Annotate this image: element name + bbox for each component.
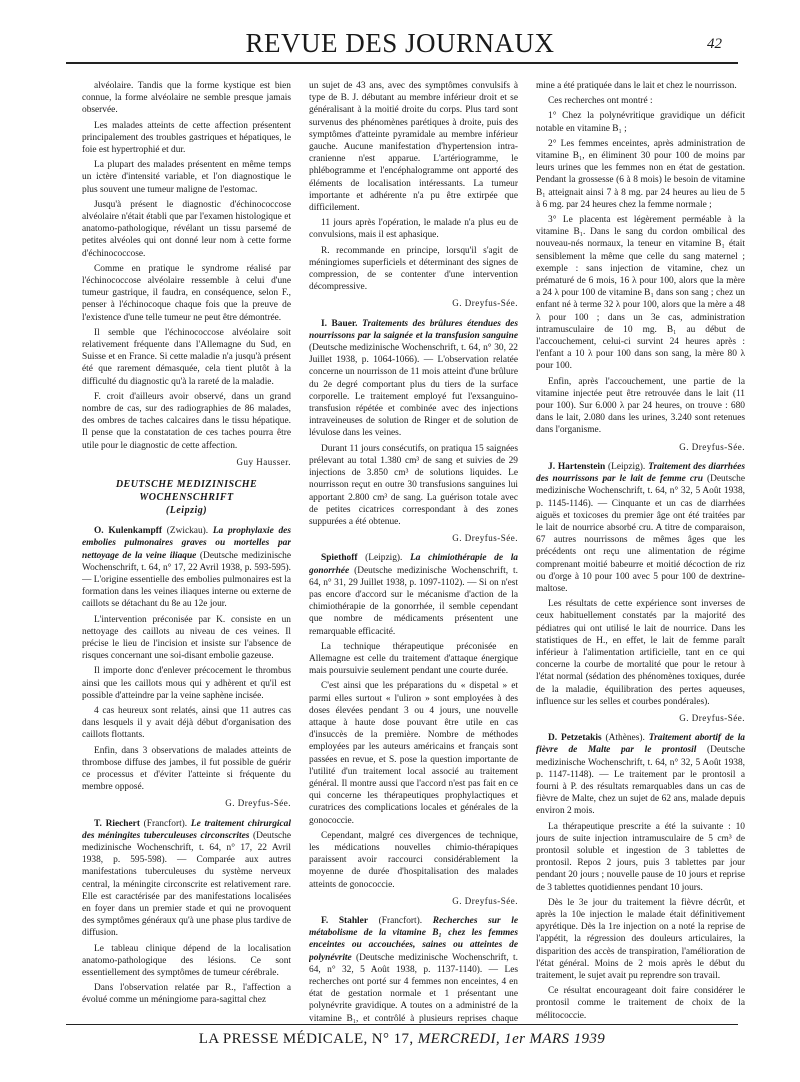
author-name: T. Riechert: [94, 818, 140, 829]
author-city: (Athènes).: [601, 733, 649, 744]
page-footer: [66, 1024, 738, 1048]
paragraph: L'intervention préconisée par K. consiste en un nettoyage des caillots au niveau de ces veines. Il précise le lieu de l'incision et insiste sur l'absence de risques concernant une soi-disant embolie gazeuse.: [82, 614, 291, 662]
paragraph: 2° Les femmes enceintes, après administration de vitamine B₁, en éliminent 30 pour 100 de moins par leurs urines que les femmes non en état de gestation. Pendant la grossesse (6 à 8 mois) le besoin de vitamine B₁ atteignait ainsi 7 à 8 mg. par 24 heures au lieu de 5 à 6 mg. par 24 heures chez la femme normale ;: [536, 138, 745, 210]
journal-title: REVUE DES JOURNAUX: [245, 28, 555, 58]
column-1: [82, 80, 291, 1025]
signature: G. Dreyfus-Sée.: [679, 441, 745, 452]
abstract-body: — Les recherches ont porté sur 4 femmes non enceintes, 4 en état de gestation normale et 1 présentant une polynévrite gravidique. A toutes on a administré de la vitamine B₁, et contrôlé à plusieurs reprises chaque: [309, 964, 518, 1024]
paragraph: Il semble que l'échinococcose alvéolaire soit relativement fréquente dans l'Allemagne du Sud, en Suisse et en France. Si cette maladie n'a jusqu'à présent été que rarement démasquée, cela tient plutôt à la difficulté du diagnostic qu'à la rareté de la maladie.: [82, 327, 291, 387]
author-city: (Francfort).: [368, 916, 433, 926]
footer-date: MERCREDI, 1er MARS 1939: [417, 1031, 606, 1047]
paragraph: alvéolaire. Tandis que la forme kystique est bien connue, la forme alvéolaire ne semble presque jamais observée.: [82, 81, 291, 116]
page-header: [0, 0, 800, 70]
abstract-heading: [82, 525, 291, 610]
signature: G. Dreyfus-Sée.: [452, 895, 518, 906]
abstract-heading: [309, 552, 518, 637]
abstract-reference: (Deutsche medizinische Wochenschrift, t. 64, n° 32, 5 Août 1938, p. 1137-1140).: [309, 952, 518, 975]
abstract-reference: (Deutsche medizinische Wochenschrift, t. 64, n° 31, 29 Juillet 1938, p. 1097-1102).: [309, 565, 518, 588]
abstract-reference: (Deutsche medizinische Wochenschrift, t. 64, n° 32, 5 Août 1938, p. 1147-1148).: [536, 745, 745, 780]
abstract-heading: [309, 318, 518, 440]
article-columns: [82, 80, 745, 1025]
author-city: (Zwickau).: [162, 526, 213, 537]
footer-text: [66, 1031, 738, 1048]
paragraph: Enfin, après l'accouchement, une partie de la vitamine injectée peut être retrouvée dans le lait (11 pour 100). Sur 6.000 λ par 24 heures, on trouve : 680 dans le lait, 2.080 dans les urines, 3.240 sont retenues dans l'organisme.: [536, 376, 745, 436]
abstract-body: — Si on n'est pas encore d'accord sur le mécanisme d'action de la chimiothérapie de la gonorrhée, il semble cependant que nombre de médicaments présentent une remarquable efficacité.: [309, 577, 518, 637]
paragraph: F. croit d'ailleurs avoir observé, dans un grand nombre de cas, sur des radiographies de 86 malades, des ombres de taches calcaires dans le tissu hépatique. Il pense que la constatation de ces taches pourra être utile pour le diagnostic de cette affection.: [82, 391, 291, 451]
paragraph: C'est ainsi que les préparations du « dispetal » et parmi elles surtout « l'uliron » sont employées à des doses élevées pendant 3 ou 4 jours, une nouvelle attaque à haute dose pouvant être utile en cas d'insuccès de la première. Nombre de méthodes employées par les auteurs américains et français sont passées en revue, et S. pose la question importante de l'utilité d'un traitement local associé au traitement général. Il montre aussi que l'accord n'est pas fait en ce qui concerne les thérapeutiques prophylactiques et curatrices des complications locales et générales de la gonococcie.: [309, 681, 518, 826]
paragraph: 11 jours après l'opération, le malade n'a plus eu de convulsions, mais il est aphasique.: [309, 218, 518, 241]
abstract-title: La prophylaxie des embolies pulmonaires graves ou mortelles par nettoyage de la veine iliaque: [82, 526, 291, 561]
abstract-reference: (Deutsche medizinische Wochenschrift, t. 64, n° 30, 22 Juillet 1938, p. 1064-1066).: [309, 343, 518, 366]
paragraph: La plupart des malades présentent en même temps un ictère d'intensité variable, et l'on diagnostique le plus souvent une tumeur maligne de l'estomac.: [82, 160, 291, 195]
paragraph: mine a été pratiquée dans le lait et chez le nourrisson.: [536, 81, 737, 91]
header-rule: [66, 62, 738, 64]
author-name: D. Petzetakis: [548, 733, 602, 744]
signature: G. Dreyfus-Sée.: [225, 798, 291, 809]
footer-journal: LA PRESSE MÉDICALE, N° 17,: [198, 1031, 418, 1047]
author-name: O. Kulenkampff: [94, 526, 163, 537]
paragraph: Durant 11 jours consécutifs, on pratiqua 15 saignées prélevant au total 1.380 cm³ de sang et suivies de 29 injections de 3.850 cm³ de solutions liquides. Le nourrisson reçut en outre 30 transfusions sanguines lui apportant 2.800 cm³ de sang. La guérison totale avec de petites cicatrices correspondant à des zones suppurées a été obtenue.: [309, 443, 518, 527]
paragraph: Dans l'observation relatée par R., l'affection a évolué comme un méningiome para-sagittal chez: [82, 983, 291, 1006]
paragraph: Jusqu'à présent le diagnostic d'échinococcose alvéolaire n'était établi que par l'examen histologique et anatomo-pathologique, révélant un tissu parsemé de petites alvéoles qui ont donné leur nom à cette forme d'échinococcose.: [82, 199, 291, 259]
abstract-title: Traitements des brûlures étendues des nourrissons par la saignée et la transfusion sanguine: [309, 318, 518, 341]
abstract-reference: (Deutsche medizinische Wochenschrift, t. 64, n° 17, 22 Avril 1938, p. 593-595).: [82, 550, 291, 573]
abstract-heading: [309, 915, 518, 1025]
paragraph: Cependant, malgré ces divergences de technique, les médications nouvelles chimio-thérapiques paraissent avoir raccourci considérablement la moyenne de durée d'hospitalisation des malades atteints de gonococcie.: [309, 830, 518, 890]
paragraph: Dès le 3e jour du traitement la fièvre décrût, et après la 10e injection le malade était définitivement apyrétique. Dès la 1re injection on a noté la reprise de l'appétit, la régression des douleurs articulaires, la disparition des accès de transpiration, l'amélioration de l'état général. Moins de 2 mois après le début du traitement, le sujet avait pu reprendre son travail.: [536, 897, 745, 982]
abstract-heading: [536, 461, 745, 595]
footer-rule: [66, 1024, 738, 1025]
author-name: F. Stahler: [321, 916, 368, 926]
abstract-title: Recherches sur le métabolisme de la vitamine B₁ chez les femmes enceintes ou accouchées, saines ou atteintes de polynévrite: [309, 916, 518, 963]
author-city: (Leipzig).: [605, 461, 649, 472]
journal-rubric: [82, 478, 291, 517]
paragraph: Le tableau clinique dépend de la localisation anatomo-pathologique des lésions. Ce sont essentiellement des symptômes de tumeur cérébrale.: [82, 943, 291, 978]
column-2: [309, 80, 518, 1025]
signature: G. Dreyfus-Sée.: [452, 533, 518, 544]
paragraph: R. recommande en principe, lorsqu'il s'agit de méningiomes superficiels et déterminant des signes de compression, de se contenter d'une intervention décompressive.: [309, 245, 518, 293]
paragraph: Les malades atteints de cette affection présentent principalement des troubles gastriques et hépatiques, le foie est hypertrophié et dur.: [82, 120, 291, 156]
paragraph: 3° Le placenta est légèrement perméable à la vitamine B₁. Dans le sang du cordon ombilical des nouveau-nés normaux, la teneur en vitamine B₁ était sensiblement la même que celle du sang maternel ; exemple : sans injection de vitamine, chez un prématuré de 6 mois, 16 λ pour 100, alors que la mère a 24 λ pour 100 de vitamine B₁ dans son sang ; chez un enfant né à terme 32 λ pour 100, alors que la mère a 48 λ pour 100 ; dans un 3e cas, administration intramusculaire de 10 mg. B₁ au début de l'accouchement, celui-ci survint 24 heures après : l'enfant a 10 λ pour 100 dans son sang, la mère 80 λ pour 100.: [536, 215, 745, 372]
signature: G. Dreyfus-Sée.: [452, 298, 518, 309]
abstract-heading: [82, 818, 291, 940]
rubric-title: DEUTSCHE MEDIZINISCHE WOCHENSCHRIFT: [115, 479, 258, 504]
abstract-body: — Comparée aux autres manifestations tuberculeuses du système nerveux central, la méningite circonscrite est relativement rare. Elle est caractérisée par des manifestations localisées en foyer dans un premier stade et qui ne provoquent des symptômes généraux qu'à une phase plus tardive de diffusion.: [82, 855, 291, 939]
paragraph: Ces recherches ont montré :: [548, 96, 653, 107]
paragraph: Les résultats de cette expérience sont inverses de ceux habituellement constatés par la majorité des pédiatres qui ont utilisé le lait de nourrice. Dans les statistiques de H., en effet, le lait de femme paraît inférieur à l'alimentation artificielle, tant en ce qui concerne la courbe de mortalité que pour le retour à l'état normal (sédation des phénomènes toxiques, durée de la maladie, équilibration des pertes aqueuses, influence sur les selles et courbes pondérales).: [536, 599, 745, 707]
paragraph: Enfin, dans 3 observations de malades atteints de thrombose diffuse des jambes, il fut possible de guérir ce processus et d'éviter l'atteinte si fréquente du membre opposé.: [82, 745, 291, 793]
rubric-city: (Leipzig): [165, 505, 208, 517]
paragraph: 4 cas heureux sont relatés, ainsi que 11 autres cas dans lesquels il y avait déjà début d'organisation des caillots flottants.: [82, 705, 291, 741]
author-city: (Leipzig).: [357, 553, 411, 564]
author-name: Spiethoff: [321, 553, 358, 564]
author-city: (Francfort).: [139, 818, 191, 829]
abstract-title: Le traitement chirurgical des méningites tuberculeuses circonscrites: [82, 818, 291, 841]
abstract-title: La chimiothérapie de la gonorrhée: [309, 553, 518, 576]
abstract-reference: (Deutsche medizinische Wochenschrift, t. 64, n° 17, 22 Avril 1938, p. 595-598).: [82, 830, 291, 866]
abstract-body: — Le traitement par le prontosil a fourni à P. des résultats remarquables dans un cas de fièvre de Malte, chez un sujet de 62 ans, malade depuis environ 2 mois.: [536, 769, 745, 817]
author-name: J. Hartenstein: [548, 461, 606, 472]
paragraph: 1° Chez la polynévritique gravidique un déficit notable en vitamine B₁ ;: [536, 111, 745, 134]
paragraph: La technique thérapeutique préconisée en Allemagne est celle du traitement d'attaque énergique mais poursuivie seulement pendant une courte durée.: [309, 641, 518, 677]
abstract-title: Traitement abortif de la fièvre de Malte par le prontosil: [536, 733, 745, 756]
author-name: I. Bauer.: [321, 318, 358, 329]
paragraph: Ce résultat encourageant doit faire considérer le prontosil comme le traitement de choix de la mélitococcie.: [536, 986, 745, 1021]
abstract-reference: (Deutsche medizinische Wochenschrift, t. 64, n° 32, 5 Août 1938, p. 1145-1146).: [536, 474, 745, 509]
signature: G. Dreyfus-Sée.: [679, 712, 745, 723]
abstract-body: — L'observation relatée concerne un nourrisson de 11 mois atteint d'une brûlure du 2e degré comportant plus du tiers de la surface corporelle. Le traitement employé fut l'exsanguino-transfusion répétée et combinée avec des injections intraveineuses de solution de Ringer et de solution de lévulose dans les veines.: [309, 355, 518, 439]
abstract-title: Traitement des diarrhées des nourrissons par le lait de femme cru: [536, 461, 745, 485]
abstract-body: — Cinquante et un cas de diarrhées aiguës et toxicoses du premier âge ont été traitées par le lait de nourrice absorbé cru. A titre de comparaison, 67 autres nourrissons de mêmes âges que les précédents ont reçu une alimentation de régime comprenant moitié babeurre et moitié décoction de riz ou d'orge à 10 pour 100 avec 5 pour 100 de dextrine-maltose.: [536, 498, 745, 594]
paragraph: Comme en pratique le syndrome réalisé par l'échinococcose alvéolaire ressemble à celui d'une tumeur gastrique, il faudra, en conséquence, selon F., penser à l'échinocoque chaque fois que la preuve de l'existence d'une telle tumeur ne peut être démontrée.: [82, 263, 291, 323]
signature: Guy Hausser.: [236, 456, 291, 467]
abstract-heading: [536, 732, 745, 817]
paragraph: un sujet de 43 ans, avec des symptômes convulsifs à type de B. J. débutant au membre inférieur droit et se généralisant à la moitié droite du corps. Plus tard sont survenus des phénomènes parétiques à droite, puis des symptômes d'atteinte pyramidale au membre inférieur gauche. Aucune manifestation d'hypertension intra-cranienne n'est apparue. L'artériogramme, le phlébogramme et l'encéphalogramme ont apporté des éléments de localisation intéressants. La tumeur importante et adhérente n'a pu être extirpée que difficilement.: [309, 81, 518, 214]
page-number: 42: [707, 36, 722, 52]
paragraph: Il importe donc d'enlever précocement le thrombus ainsi que les caillots mous qui y adhèrent et qu'il est possible d'atteindre par la veine saphène incisée.: [82, 666, 291, 701]
abstract-body: — L'origine essentielle des embolies pulmonaires est la formation dans les veines iliaques interne ou externe de caillots se détachant du 8e au 12e jour.: [82, 574, 291, 610]
column-3: [536, 80, 745, 1025]
paragraph: La thérapeutique prescrite a été la suivante : 10 jours de suite injection intramusculaire de 5 cm³ de prontosil soluble et ingestion de 3 tablettes de prontosil. Repos 2 jours, puis 3 tablettes par jour pendant 20 jours ; nouvelle pause de 10 jours et reprise de 3 tablettes quotidiennes pendant 10 jours.: [536, 821, 745, 893]
